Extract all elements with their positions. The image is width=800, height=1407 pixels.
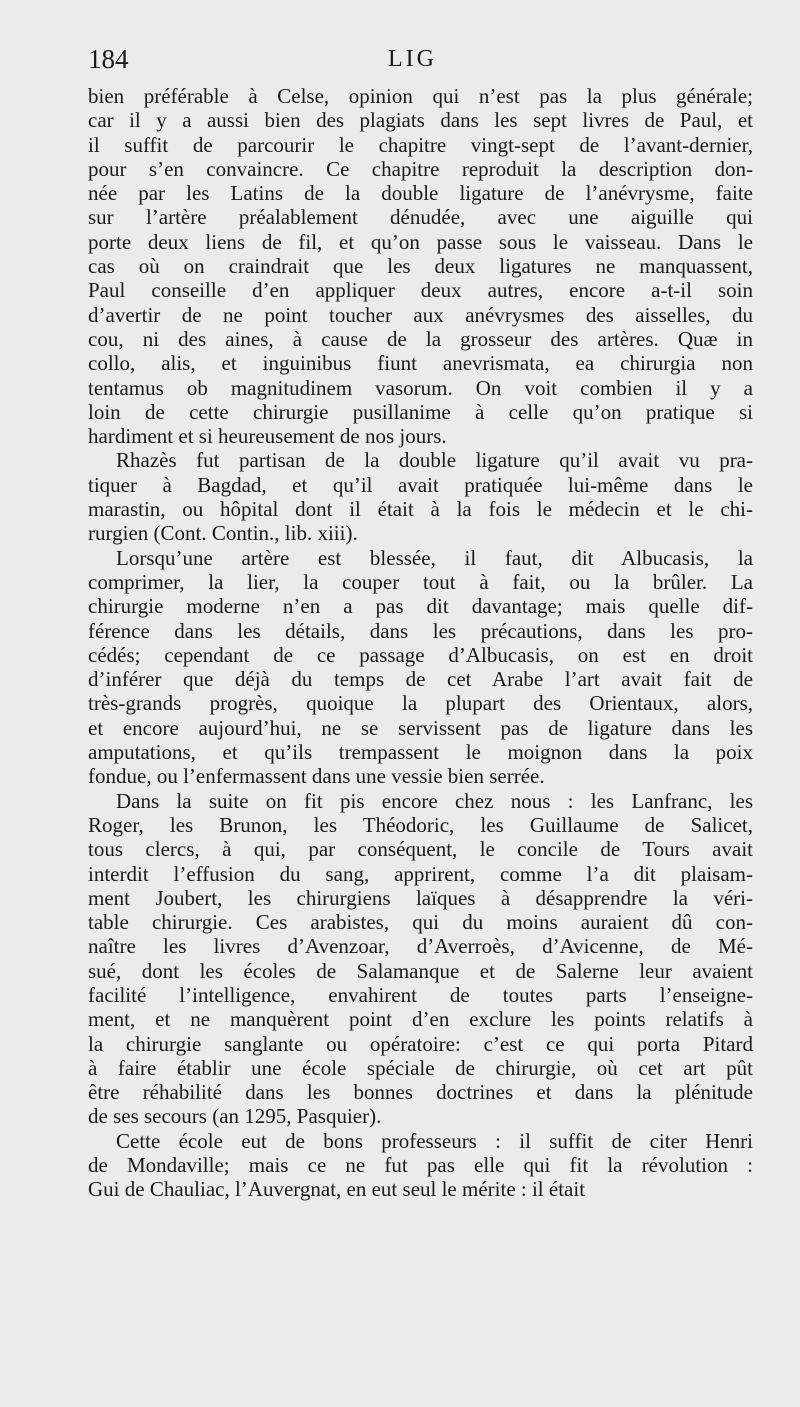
text-line: pour s’en convaincre. Ce chapitre reproduit la description don- (88, 156, 753, 181)
text-line: hardiment et si heureusement de nos jours. (88, 424, 447, 449)
text-line: tentamus ob magnitudinem vasorum. On voit combien il y a (88, 375, 753, 400)
text-line: amputations, et qu’ils trempassent le moignon dans la poix (88, 740, 753, 765)
paragraph (88, 448, 753, 545)
text-line: Dans la suite on fit pis encore chez nous : les Lanfranc, les (116, 788, 753, 813)
text-line: la chirurgie sanglante ou opératoire: c’est ce qui porta Pitard (88, 1031, 753, 1056)
text-line: bien préférable à Celse, opinion qui n’est pas la plus générale; (88, 84, 753, 108)
text-line: et encore aujourd’hui, ne se servissent pas de ligature dans les (88, 715, 753, 740)
page-header (88, 44, 753, 80)
text-line: chirurgie moderne n’en a pas dit davantage; mais quelle dif- (88, 594, 753, 619)
text-line: de Mondaville; mais ce ne fut pas elle qui fit la révolution : (88, 1153, 753, 1178)
text-line: férence dans les détails, dans les précautions, dans les pro- (88, 618, 753, 643)
text-line: d’inférer que déjà du temps de cet Arabe l’art avait fait de (88, 667, 753, 692)
body-text (88, 84, 753, 1202)
text-line: ment, et ne manquèrent point d’en exclure les points relatifs à (88, 1007, 753, 1032)
text-line: marastin, ou hôpital dont il était à la fois le médecin et le chi- (88, 497, 753, 522)
text-line: fondue, ou l’enfermassent dans une vessie bien serrée. (88, 764, 545, 789)
text-line: comprimer, la lier, la couper tout à fait, ou la brûler. La (88, 569, 753, 594)
text-line: car il y a aussi bien des plagiats dans les sept livres de Paul, et (88, 108, 753, 133)
text-line: tiquer à Bagdad, et qu’il avait pratiquée lui-même dans le (88, 472, 753, 497)
text-line: facilité l’intelligence, envahirent de toutes parts l’enseigne- (88, 982, 753, 1007)
text-line: née par les Latins de la double ligature de l’anévrysme, faite (88, 181, 753, 206)
paragraph (88, 1129, 753, 1202)
text-line: Gui de Chauliac, l’Auvergnat, en eut seul le mérite : il était (88, 1177, 586, 1202)
text-line: ment Joubert, les chirurgiens laïques à désapprendre la véri- (88, 885, 753, 910)
text-line: Roger, les Brunon, les Théodoric, les Guillaume de Salicet, (88, 812, 753, 837)
text-line: très-grands progrès, quoique la plupart des Orientaux, alors, (88, 691, 753, 716)
text-line: cédés; cependant de ce passage d’Albucasis, on est en droit (88, 642, 753, 667)
text-line: Rhazès fut partisan de la double ligature qu’il avait vu pra- (116, 448, 753, 473)
text-line: Lorsqu’une artère est blessée, il faut, dit Albucasis, la (116, 545, 753, 570)
running-head: LIG (388, 46, 437, 72)
text-line: tous clercs, à qui, par conséquent, le concile de Tours avait (88, 837, 753, 862)
text-line: porte deux liens de fil, et qu’on passe sous le vaisseau. Dans le (88, 229, 753, 254)
text-line: à faire établir une école spéciale de chirurgie, où cet art pût (88, 1055, 753, 1080)
paragraph (88, 84, 753, 448)
text-line: table chirurgie. Ces arabistes, qui du moins auraient dû con- (88, 910, 753, 935)
paragraph (88, 546, 753, 789)
text-line: sur l’artère préalablement dénudée, avec une aiguille qui (88, 205, 753, 230)
text-line: cas où on craindrait que les deux ligatures ne manquassent, (88, 254, 753, 279)
page-number: 184 (88, 44, 129, 74)
text-line: sué, dont les écoles de Salamanque et de Salerne leur avaient (88, 958, 753, 983)
text-line: Cette école eut de bons professeurs : il suffit de citer Henri (116, 1128, 753, 1153)
text-line: Paul conseille d’en appliquer deux autres, encore a-t-il soin (88, 278, 753, 303)
text-line: collo, alis, et inguinibus fiunt anevrismata, ea chirurgia non (88, 351, 753, 376)
text-line: loin de cette chirurgie pusillanime à celle qu’on pratique si (88, 399, 753, 424)
text-line: interdit l’effusion du sang, apprirent, comme l’a dit plaisam- (88, 861, 753, 886)
text-line: cou, ni des aines, à cause de la grosseur des artères. Quæ in (88, 326, 753, 351)
text-line: rurgien (Cont. Contin., lib. xiii). (88, 521, 358, 546)
paragraph (88, 789, 753, 1129)
text-line: naître les livres d’Avenzoar, d’Averroès, d’Avicenne, de Mé- (88, 934, 753, 959)
text-line: de ses secours (an 1295, Pasquier). (88, 1104, 382, 1129)
text-line: d’avertir de ne point toucher aux anévrysmes des aisselles, du (88, 302, 753, 327)
text-line: il suffit de parcourir le chapitre vingt-sept de l’avant-dernier, (88, 132, 753, 157)
text-line: être réhabilité dans les bonnes doctrines et dans la plénitude (88, 1080, 753, 1105)
